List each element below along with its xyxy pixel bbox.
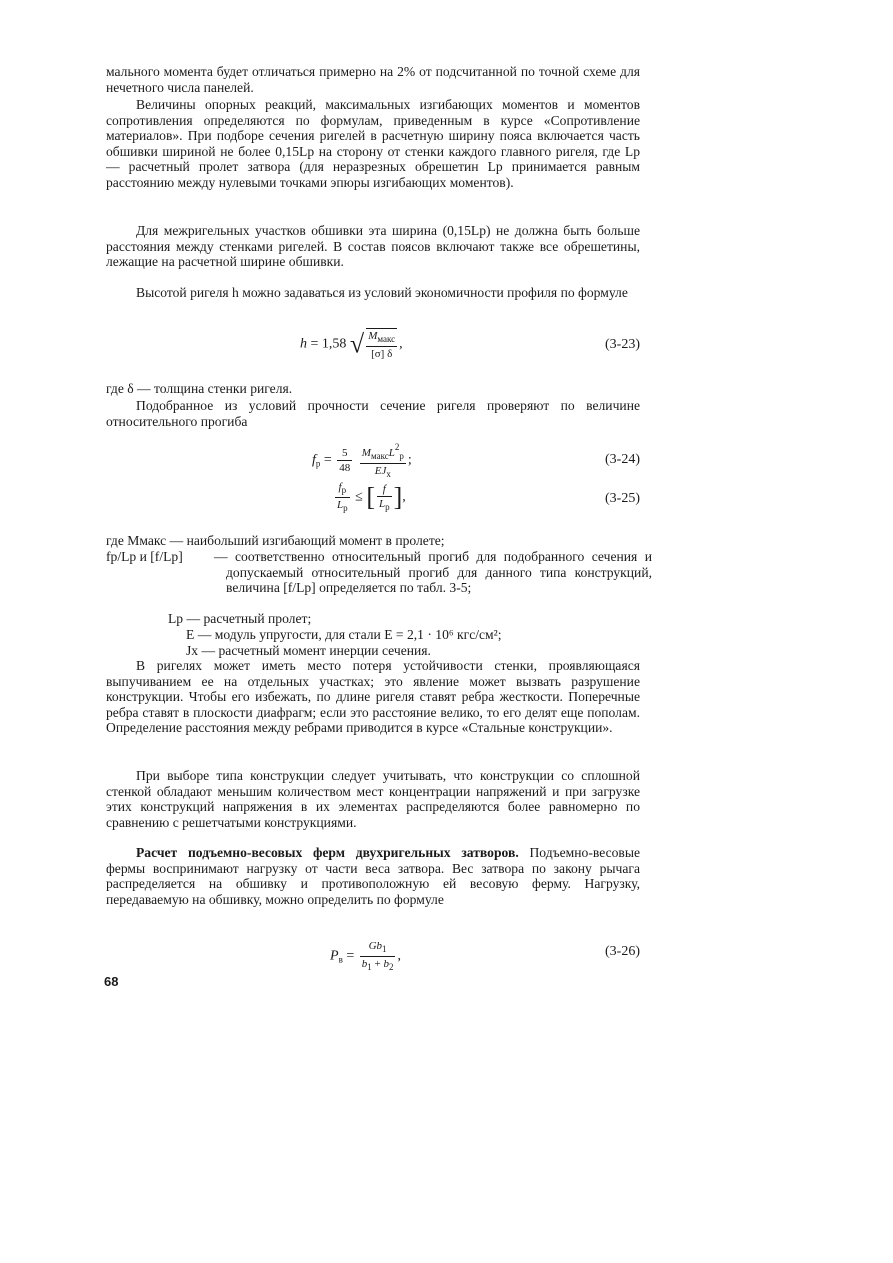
definition-modulus [186, 627, 640, 643]
definition-text: — наибольший изгибающий момент в пролете; [169, 533, 445, 548]
paragraph-3: Для межригельных участков обшивки эта ширина (0,15Lр) не должна быть больше расстояния между стенками ригелей. В состав поясов включают также все обрешетины, лежащие на расчетной ширине обшивки. [106, 223, 640, 270]
paragraph-4: Высотой ригеля h можно задаваться из условий экономичности профиля по формуле [136, 285, 628, 300]
definition-mmax [106, 533, 640, 549]
definition-term: где Mмакс [106, 533, 167, 548]
definition-term: fр/Lр и [f/Lр] [106, 549, 183, 564]
formula-3-24-number: (3-24) [605, 452, 640, 467]
page-number: 68 [104, 974, 119, 989]
paragraph-5: где δ — толщина стенки ригеля. [106, 381, 293, 396]
definition-span [168, 611, 638, 627]
definition-term: Lр [168, 611, 184, 626]
definition-text: — модуль упругости, для стали E = 2,1 · 10⁶ кгс/см²; [197, 627, 502, 642]
formula-3-23: h = 1,58 √ $\frac{M_{макс}}{[\sigma] \delta}$ , [300, 329, 403, 360]
paragraph-8: При выборе типа конструкции следует учитывать, что конструкции со сплошной стенкой обладают меньшим количеством мест концентрации напряжений и при загрузке этих конструкций напряжения в их элементах распределяются более равномерно по сравнению с решетчатыми конструкциями. [106, 768, 640, 830]
paragraph-9-body: Подъемно-весовые фермы воспринимают нагрузку от части веса затвора. Вес затвора по закону рычага распределяется на обшивку и противоположную ей весовую ферму. Нагрузку, передаваемую на обшивку, можно определить по формуле [106, 845, 640, 907]
paragraph-6: Подобранное из условий прочности сечение ригеля проверяют по величине относительного прогиба [106, 398, 640, 429]
paragraph-9 [106, 845, 640, 907]
definition-text: — расчетный момент инерции сечения. [201, 643, 431, 658]
formula-3-26-number: (3-26) [605, 944, 640, 959]
definition-text: — соответственно относительный прогиб для подобранного сечения и допускаемый относительный прогиб для данного типа конструкций, величина [f/Lр] определяется по табл. 3-5; [214, 549, 652, 596]
paragraph-7: В ригелях может иметь место потеря устойчивости стенки, проявляющаяся выпучиванием ее на отдельных участках; это явление может вызвать разрушение конструкции. Чтобы его избежать, по длине ригеля ставят ребра жесткости. Поперечные ребра ставят в плоскости диафрагм; если это расстояние велико, то его делят еще пополам. Определение расстояния между ребрами приводится в курсе «Стальные конструкции». [106, 658, 640, 736]
formula-3-23-number: (3-23) [605, 337, 640, 352]
formula-3-25: $\frac{f_р}{L_р}$ ≤ [ $\frac{f}{L_р}$ ], [337, 481, 406, 513]
formula-3-24: $f_р$ = $\frac{5}{48}$ $\frac{M_{макс}L^2_р}{EJ_x}$ ; [312, 442, 412, 479]
definition-text: — расчетный пролет; [186, 611, 312, 626]
definition-term: Jx [186, 643, 199, 658]
formula-3-25-number: (3-25) [605, 491, 640, 506]
definition-inertia [186, 643, 640, 659]
definition-term: E [186, 627, 195, 642]
paragraph-2: Величины опорных реакций, максимальных изгибающих моментов и моментов сопротивления определяются по формулам, приведенным в курсе «Сопротивление материалов». При подборе сечения ригелей в расчетную ширину пояса включается часть обшивки шириной не более 0,15Lр на сторону от стенки каждого главного ригеля, где Lр — расчетный пролет затвора (для неразрезных обрешетин Lр принимается равным расстоянию между нулевыми точками эпюры изгибающих моментов). [106, 97, 640, 190]
paragraph-1: мального момента будет отличаться примерно на 2% от подсчитанной по точной схеме для нечетного числа панелей. [106, 64, 640, 95]
section-heading: Расчет подъемно-весовых ферм двухригельных затворов. [136, 845, 519, 860]
formula-3-26: $P_в$ = $\frac{Gb_1}{b_1 + b_2}$ , [330, 940, 401, 972]
